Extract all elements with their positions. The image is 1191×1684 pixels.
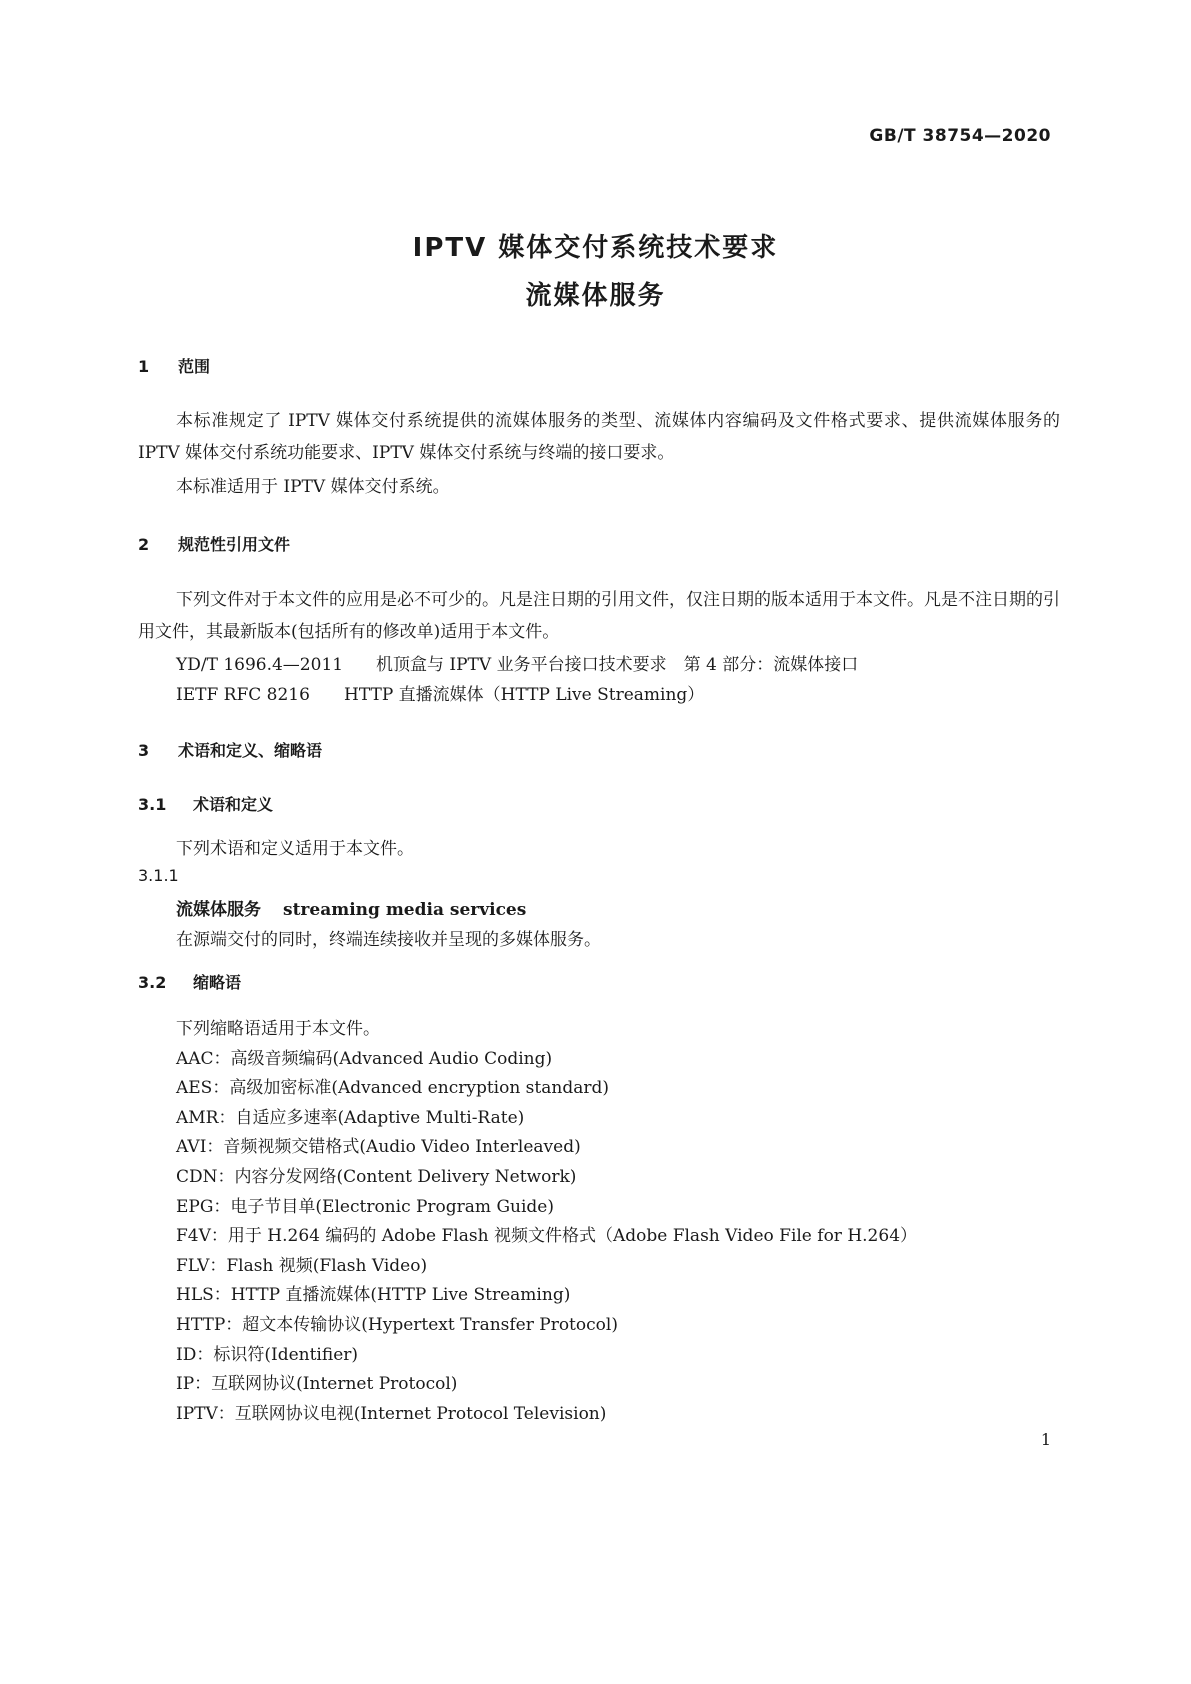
abbreviation-item: FLV：Flash 视频(Flash Video)	[176, 1255, 428, 1276]
abbreviation-list	[176, 1015, 917, 1429]
abbreviation-item: AMR：自适应多速率(Adaptive Multi-Rate)	[176, 1107, 525, 1128]
section-3-heading: 3 术语和定义、缩略语	[138, 741, 323, 760]
title-line-2: 流媒体服务	[525, 281, 666, 311]
abbreviation-item: CDN：内容分发网络(Content Delivery Network)	[176, 1166, 577, 1187]
section-1-paragraph-1: 本标准规定了 IPTV 媒体交付系统提供的流媒体服务的类型、流媒体内容编码及文件格式要求、提供流媒体服务的 IPTV 媒体交付系统功能要求、IPTV 媒体交付系统与终端的接口要求。	[138, 411, 1060, 463]
section-1-paragraph-2: 本标准适用于 IPTV 媒体交付系统。	[176, 477, 450, 497]
title-line-1: IPTV 媒体交付系统技术要求	[412, 233, 779, 263]
abbreviation-item: IP：互联网协议(Internet Protocol)	[176, 1374, 458, 1395]
abbreviation-item: IPTV：互联网协议电视(Internet Protocol Television)	[176, 1403, 607, 1424]
section-2-paragraph: 下列文件对于本文件的应用是必不可少的。凡是注日期的引用文件，仅注日期的版本适用于本文件。凡是不注日期的引用文件，其最新版本(包括所有的修改单)适用于本文件。	[138, 590, 1060, 642]
section-3-1-intro: 下列术语和定义适用于本文件。	[176, 839, 414, 859]
abbreviation-intro: 下列缩略语适用于本文件。	[176, 1019, 380, 1039]
abbreviation-item: AAC：高级音频编码(Advanced Audio Coding)	[176, 1048, 553, 1069]
section-2-heading: 2 规范性引用文件	[138, 535, 291, 554]
term-name: 流媒体服务 streaming media services	[176, 900, 527, 920]
abbreviation-item: AES：高级加密标准(Advanced encryption standard)	[176, 1078, 609, 1099]
abbreviation-item: ID：标识符(Identifier)	[176, 1344, 359, 1365]
abbreviation-item: F4V：用于 H.264 编码的 Adobe Flash 视频文件格式（Adobe Flash Video File for H.264）	[176, 1226, 918, 1247]
reference-item-1: YD/T 1696.4—2011 机顶盒与 IPTV 业务平台接口技术要求 第 4 部分：流媒体接口	[176, 655, 859, 675]
reference-item-2: IETF RFC 8216 HTTP 直播流媒体（HTTP Live Streaming）	[176, 685, 705, 705]
term-definition: 在源端交付的同时，终端连续接收并呈现的多媒体服务。	[176, 930, 601, 950]
abbreviation-item: HTTP：超文本传输协议(Hypertext Transfer Protocol)	[176, 1314, 618, 1335]
standard-number: GB/T 38754—2020	[869, 126, 1051, 146]
abbreviation-item: HLS：HTTP 直播流媒体(HTTP Live Streaming)	[176, 1285, 571, 1306]
section-3-2-heading: 3.2 缩略语	[138, 973, 242, 992]
document-title	[0, 228, 1191, 324]
abbreviation-item: EPG：电子节目单(Electronic Program Guide)	[176, 1196, 555, 1217]
term-number: 3.1.1	[138, 866, 179, 885]
section-1-heading: 1 范围	[138, 357, 211, 376]
section-3-1-heading: 3.1 术语和定义	[138, 795, 274, 814]
abbreviation-item: AVI：音频视频交错格式(Audio Video Interleaved)	[176, 1137, 581, 1158]
page-number: 1	[1040, 1430, 1051, 1449]
